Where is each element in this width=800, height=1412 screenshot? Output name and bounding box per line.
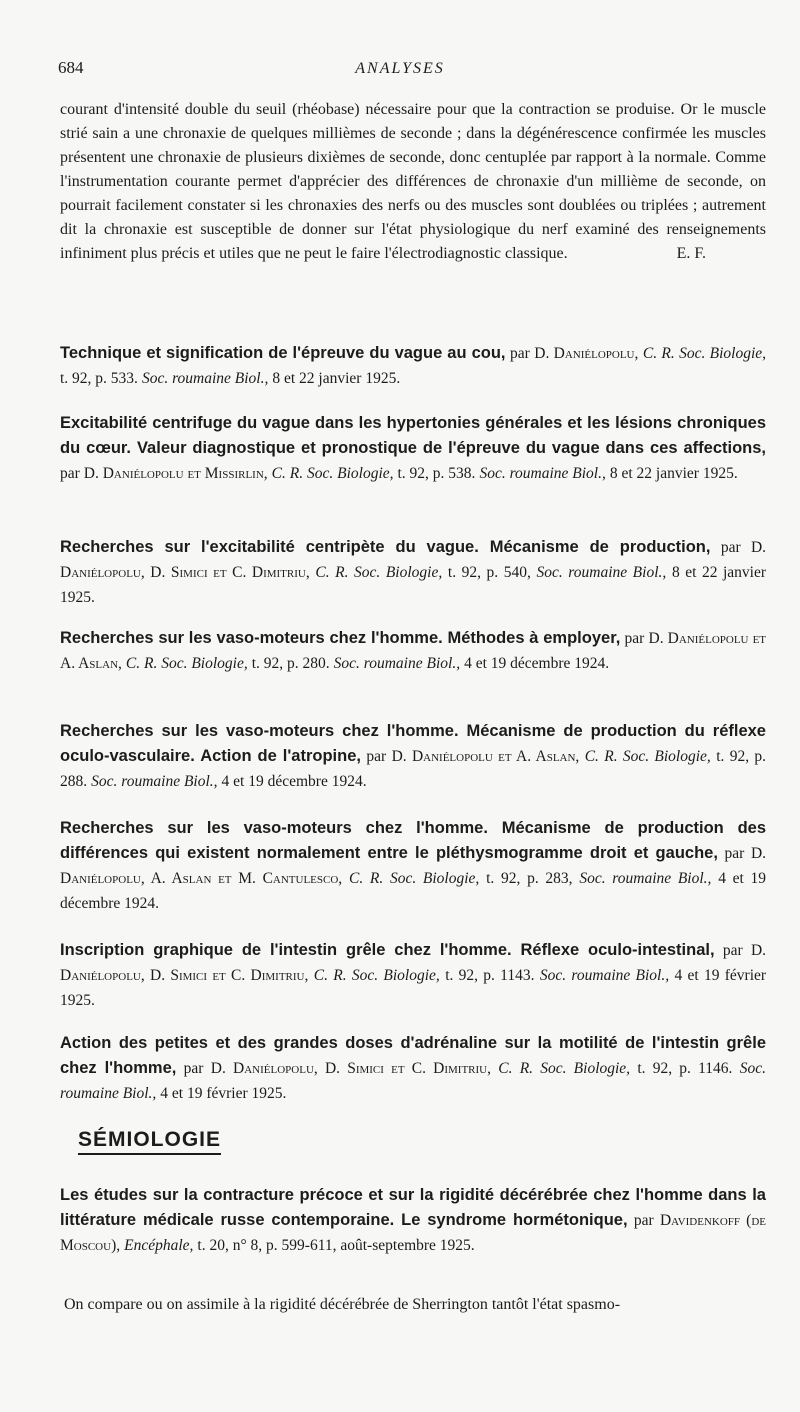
body-paragraph-start: On compare ou on assimile à la rigidité décérébrée de Sherrington tantôt l'état spasmo- <box>64 1296 621 1313</box>
entry-by: par <box>633 1212 654 1229</box>
entry-authors: D. Daniélopolu et Missirlin, <box>83 465 268 482</box>
entry-authors: D. Daniélopolu, D. Simici et C. Dimitriu, <box>60 539 767 581</box>
entry-date: 4 et 19 février 1925. <box>60 967 767 1009</box>
entry-journal-2: Soc. roumaine Biol., <box>91 773 218 790</box>
entry-journal: C. R. Soc. Biologie, <box>315 564 443 581</box>
entry-by: par <box>509 345 530 362</box>
entry-journal-2: Soc. roumaine Biol., <box>536 564 667 581</box>
entry-journal-2: Soc. roumaine Biol., <box>479 465 606 482</box>
entry-date: 8 et 22 janvier 1925. <box>60 564 767 606</box>
entry-authors: D. Daniélopolu, D. Simici et C. Dimitriu, <box>210 1060 491 1077</box>
entry-date: 8 et 22 janvier 1925. <box>272 370 401 387</box>
entry-ref: t. 92, p. 1146. <box>637 1060 733 1077</box>
entry-authors: D. Daniélopolu et A. Aslan, <box>391 748 580 765</box>
entry-by: par <box>720 539 741 556</box>
entry-authors: D. Daniélopolu, D. Simici et C. Dimitriu, <box>60 942 767 984</box>
entry-date: 4 et 19 décembre 1924. <box>221 773 367 790</box>
bibliography-entry <box>60 816 766 916</box>
entry-ref: t. 92, p. 538. <box>397 465 476 482</box>
entry-ref: t. 92, p. 283, <box>486 870 573 887</box>
entry-authors: Davidenkoff (de Moscou), <box>60 1212 766 1254</box>
entry-journal: C. R. Soc. Biologie, <box>349 870 480 887</box>
entry-ref: t. 20, n° 8, p. 599-611, août-septembre 1925. <box>197 1237 475 1254</box>
entry-date: 4 et 19 décembre 1924. <box>464 655 610 672</box>
semiologie-entry <box>60 1183 766 1258</box>
entry-journal: Encéphale, <box>124 1237 194 1254</box>
entry-title: Recherches sur les vaso-moteurs chez l'homme. Mécanisme de production des différences qui existent normalement entre le pléthysmogramme droit et gauche, <box>60 819 766 862</box>
entry-date: 4 et 19 décembre 1924. <box>60 870 767 912</box>
entry-journal: C. R. Soc. Biologie, <box>498 1060 631 1077</box>
entry-journal: C. R. Soc. Biologie, <box>584 748 711 765</box>
entry-ref: t. 92, p. 280. <box>251 655 330 672</box>
section-heading: SÉMIOLOGIE <box>78 1128 221 1155</box>
entry-by: par <box>624 630 645 647</box>
entry-journal-2: Soc. roumaine Biol., <box>333 655 461 672</box>
entry-ref: t. 92, p. 540, <box>447 564 531 581</box>
page-number: 684 <box>58 58 84 77</box>
entry-journal: C. R. Soc. Biologie, <box>125 655 248 672</box>
entry-journal-2: Soc. roumaine Biol., <box>579 870 712 887</box>
entry-journal: C. R. Soc. Biologie, <box>642 345 767 362</box>
entry-by: par <box>183 1060 204 1077</box>
entry-title: Action des petites et des grandes doses d'adrénaline sur la motilité de l'intestin grêle chez l'homme, <box>60 1034 766 1077</box>
entry-title: Inscription graphique de l'intestin grêle chez l'homme. Réflexe oculo-intestinal, <box>60 941 715 959</box>
entry-title: Recherches sur l'excitabilité centripète du vague. Mécanisme de production, <box>60 538 711 556</box>
entry-by: par <box>366 748 387 765</box>
bibliography-entry <box>60 535 766 610</box>
entry-title: Excitabilité centrifuge du vague dans les hypertonies générales et les lésions chroniques du cœur. Valeur diagnostique et pronostique de l'épreuve du vague dans ces affections, <box>60 414 766 457</box>
bibliography-entry <box>60 341 766 391</box>
bibliography-entry <box>60 411 766 486</box>
entry-by: par <box>60 465 80 482</box>
intro-text: courant d'intensité double du seuil (rhéobase) nécessaire pour que la contraction se produise. Or le muscle strié sain a une chronaxie de quelques millièmes de seconde ; dans la dégénérescence confirmée les muscles présentent une chronaxie de plusieurs dixièmes de seconde, donc centuplée par rapport à la normale. Comme l'instrumentation courante permet d'apprécier des différences de chronaxie d'un millième de seconde, on pourrait facilement constater si les chronaxies des nerfs ou des muscles sont doublées ou triplées ; autrement dit la chronaxie est susceptible de donner sur l'état physiologique du nerf examiné des renseignements infiniment plus précis et utiles que ne peut le faire l'électrodiagnostic classique. <box>60 101 766 262</box>
entry-journal-2: Soc. roumaine Biol., <box>60 1060 766 1102</box>
entry-journal-2: Soc. roumaine Biol., <box>539 967 670 984</box>
entry-authors: D. Daniélopolu, <box>534 345 639 362</box>
entry-date: 8 et 22 janvier 1925. <box>609 465 738 482</box>
entry-title: Recherches sur les vaso-moteurs chez l'homme. Méthodes à employer, <box>60 629 621 647</box>
entry-by: par <box>724 845 745 862</box>
signature: E. F. <box>676 245 706 262</box>
entry-by: par <box>722 942 743 959</box>
bibliography-entry <box>60 1031 766 1106</box>
running-title: ANALYSES <box>355 60 445 77</box>
entry-title: Technique et signification de l'épreuve du vague au cou, <box>60 344 506 362</box>
entry-journal: C. R. Soc. Biologie, <box>271 465 394 482</box>
bibliography-entry <box>60 719 766 794</box>
entry-ref: t. 92, p. 533. <box>60 370 138 387</box>
intro-paragraph <box>60 98 766 266</box>
entry-journal: C. R. Soc. Biologie, <box>313 967 440 984</box>
entry-date: 4 et 19 février 1925. <box>160 1085 287 1102</box>
entry-title: Les études sur la contracture précoce et sur la rigidité décérébrée chez l'homme dans la littérature médicale russe contemporaine. Le syndrome hormétonique, <box>60 1186 766 1229</box>
entry-authors: D. Daniélopolu, A. Aslan et M. Cantulesco, <box>60 845 767 887</box>
entry-journal-2: Soc. roumaine Biol., <box>141 370 269 387</box>
entry-title: Recherches sur les vaso-moteurs chez l'homme. Mécanisme de production du réflexe oculo-vasculaire. Action de l'atropine, <box>60 722 766 765</box>
entry-ref: t. 92, p. 288. <box>60 748 767 790</box>
entry-authors: D. Daniélopolu et A. Aslan, <box>60 630 767 672</box>
bibliography-entry <box>60 626 766 676</box>
bibliography-entry <box>60 938 766 1013</box>
entry-ref: t. 92, p. 1143. <box>445 967 535 984</box>
